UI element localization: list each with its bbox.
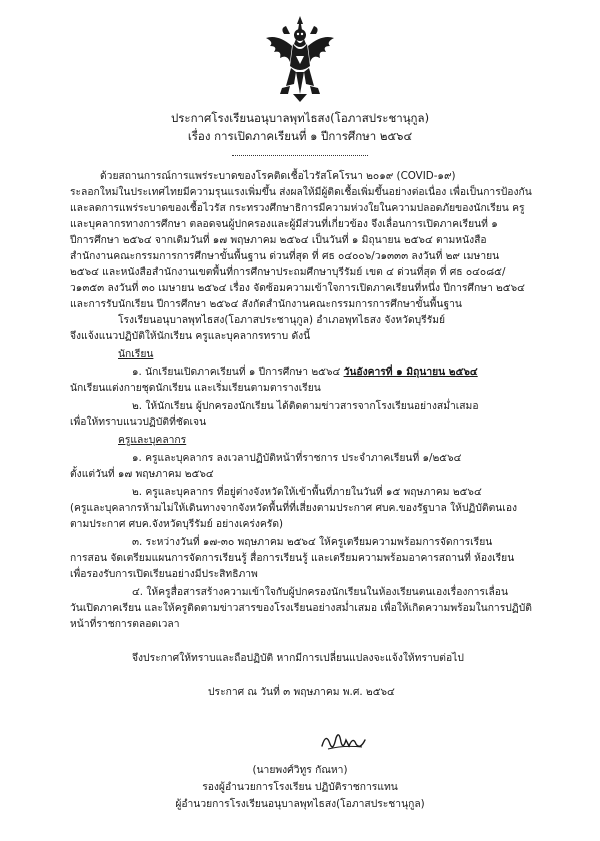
staff-item-line: ตามประกาศ ศบค.จังหวัดบุรีรัมย์ อย่างเคร่งครัด) <box>70 518 284 530</box>
announcement-title: ประกาศโรงเรียนอนุบาลพุทไธสง(โอภาสประชานุกูล) <box>170 111 430 125</box>
intro-line: ว๑๓๕๓ ลงวันที่ ๓๐ เมษายน ๒๕๖๔ เรื่อง จัดซ้อมความเข้าใจการเปิดภาคเรียนที่หนึ่ง ปีการศึกษา ๒๕๖๔ <box>70 282 525 294</box>
intro-line: และบุคลากรทางการศึกษา ตลอดจนผู้ปกครองและผู้มีส่วนที่เกี่ยวข้อง จึงเลื่อนการเปิดภาคเรียนที่ ๑ <box>70 218 498 230</box>
staff-item-line: (ครูและบุคลากรห้ามไม่ให้เดินทางจากจังหวัดพื้นที่ที่เสี่ยงตามประกาศ ศบค.ของรัฐบาล ให้ปฏิบัติตนเอง <box>70 502 518 514</box>
title-divider <box>232 155 368 156</box>
intro-line: จึงแจ้งแนวปฏิบัติให้นักเรียน ครูและบุคลากรทราบ ดังนี้ <box>70 330 311 342</box>
announcement-subject: เรื่อง การเปิดภาคเรียนที่ ๑ ปีการศึกษา ๒๕๖๔ <box>187 129 413 143</box>
staff-item-line: ๓. ระหว่างวันที่ ๑๗-๓๐ พฤษภาคม ๒๕๖๔ ให้ครูเตรียมความพร้อมการจัดการเรียน <box>132 536 493 548</box>
student-item-1-cont: นักเรียนแต่งกายชุดนักเรียน และเริ่มเรียนตามตารางเรียน <box>70 382 321 394</box>
student-item-2: ๒. ให้นักเรียน ผู้ปกครองนักเรียน ได้ติดตามข่าวสารจากโรงเรียนอย่างสม่ำเสมอ <box>132 400 479 412</box>
staff-heading: ครูและบุคลากร <box>118 434 187 446</box>
intro-line: สำนักงานคณะกรรมการการศึกษาขั้นพื้นฐาน ด่วนที่สุด ที่ ศธ ๐๔๐๐๖/ว๑๓๓๓ ลงวันที่ ๒๙ เมษายน <box>70 250 500 262</box>
staff-item-line: ๒. ครูและบุคลากร ที่อยู่ต่างจังหวัดให้เข้าพื้นที่ภายในวันที่ ๑๕ พฤษภาคม ๒๕๖๔ <box>132 486 482 498</box>
student-item-1-text: ๑. นักเรียนเปิดภาคเรียนที่ ๑ ปีการศึกษา ๒๕๖๔ <box>132 366 344 378</box>
signer-name: (นายพงศ์วิทูร กัณหา) <box>252 764 348 776</box>
intro-line: โรงเรียนอนุบาลพุทไธสง(โอภาสประชานุกูล) อำเภอพุทไธสง จังหวัดบุรีรัมย์ <box>118 314 446 326</box>
staff-item-line: ตั้งแต่วันที่ ๑๗ พฤษภาคม ๒๕๖๔ <box>70 468 214 480</box>
intro-line: ระลอกใหม่ในประเทศไทยมีความรุนแรงเพิ่มขึ้น ส่งผลให้มีผู้ติดเชื้อเพิ่มขึ้นอย่างต่อเนื่อง เพื่อเป็นการป้องกัน <box>70 186 532 198</box>
staff-item-line: เพื่อรองรับการเปิดเรียนอย่างมีประสิทธิภาพ <box>70 568 258 580</box>
staff-item-line: วันเปิดภาคเรียน และให้ครูติดตามข่าวสารของโรงเรียนอย่างสม่ำเสมอ เพื่อให้เกิดความพร้อมในการปฏิบัติ <box>70 602 532 614</box>
staff-item-line: ๑. ครูและบุคลากร ลงเวลาปฏิบัติหน้าที่ราชการ ประจำภาคเรียนที่ ๑/๒๕๖๔ <box>132 452 462 464</box>
staff-item-line: หน้าที่ราชการตลอดเวลา <box>70 618 180 630</box>
intro-line: ด้วยสถานการณ์การแพร่ระบาดของโรคติดเชื้อไวรัสโคโรนา ๒๐๑๙ (COVID-๑๙) <box>100 170 456 182</box>
closing-statement: จึงประกาศให้ทราบและถือปฏิบัติ หากมีการเปลี่ยนแปลงจะแจ้งให้ทราบต่อไป <box>132 652 464 664</box>
signer-organization: ผู้อำนวยการโรงเรียนอนุบาลพุทไธสง(โอภาสประชานุกูล) <box>175 798 425 810</box>
student-item-1 <box>132 365 478 379</box>
intro-line: และการรับนักเรียน ปีการศึกษา ๒๕๖๔ สังกัดสำนักงานคณะกรรมการการศึกษาขั้นพื้นฐาน <box>70 298 462 310</box>
staff-item-line: การสอน จัดเตรียมแผนการจัดการเรียนรู้ สื่อการเรียนรู้ และเตรียมความพร้อมอาคารสถานที่ ห้องเรียน <box>70 552 515 564</box>
intro-line: ๒๕๖๔ และหนังสือสำนักงานเขตพื้นที่การศึกษาประถมศึกษาบุรีรัมย์ เขต ๔ ด่วนที่สุด ที่ ศธ ๐๔๐๘๕/ <box>70 266 506 278</box>
student-item-2-cont: เพื่อให้ทราบแนวปฏิบัติที่ชัดเจน <box>70 416 207 428</box>
intro-line: ปีการศึกษา ๒๕๖๔ จากเดิมวันที่ ๑๗ พฤษภาคม ๒๕๖๔ เป็นวันที่ ๑ มิถุนายน ๒๕๖๔ ตามหนังสือ <box>70 234 487 246</box>
garuda-emblem <box>260 14 340 104</box>
handwritten-signature <box>318 728 368 754</box>
intro-line: และลดการแพร่ระบาดของเชื้อไวรัส กระทรวงศึกษาธิการมีความห่วงใยในความปลอดภัยของนักเรียน ครู <box>70 202 525 214</box>
signer-position: รองผู้อำนวยการโรงเรียน ปฏิบัติราชการแทน <box>202 781 398 793</box>
staff-item-line: ๔. ให้ครูสื่อสารสร้างความเข้าใจกับผู้ปกครองนักเรียนในห้องเรียนตนเองเรื่องการเลื่อน <box>132 586 509 598</box>
announcement-date: ประกาศ ณ วันที่ ๓ พฤษภาคม พ.ศ. ๒๕๖๔ <box>208 686 395 698</box>
open-date-emphasis: วันอังคารที่ ๑ มิถุนายน ๒๕๖๔ <box>343 366 478 378</box>
students-heading: นักเรียน <box>118 348 154 360</box>
